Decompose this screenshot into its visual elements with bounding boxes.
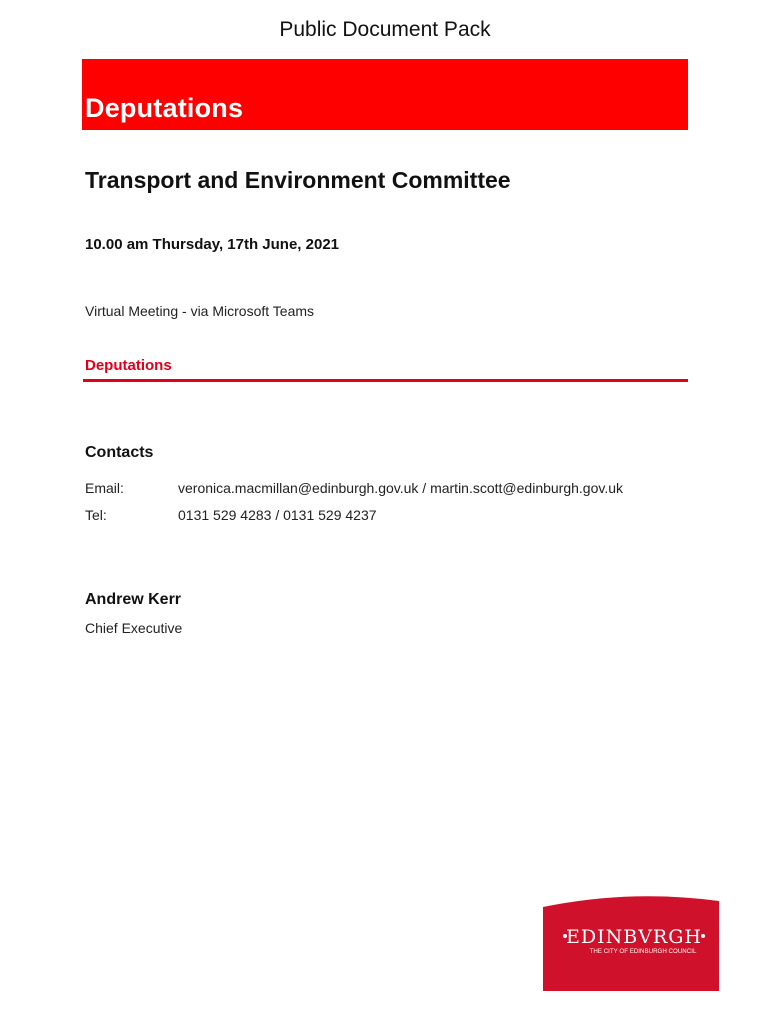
title-banner bbox=[82, 59, 688, 130]
email-value[interactable]: veronica.macmillan@edinburgh.gov.uk / martin.scott@edinburgh.gov.uk bbox=[178, 480, 624, 496]
email-label: Email: bbox=[85, 480, 124, 496]
section-divider bbox=[83, 379, 688, 382]
tel-value: 0131 529 4283 / 0131 529 4237 bbox=[178, 507, 377, 523]
edinburgh-council-logo bbox=[543, 895, 719, 991]
meeting-datetime: 10.00 am Thursday, 17th June, 2021 bbox=[85, 236, 340, 253]
public-document-pack-label: Public Document Pack bbox=[279, 18, 491, 41]
section-heading-deputations: Deputations bbox=[85, 357, 172, 374]
meeting-venue: Virtual Meeting - via Microsoft Teams bbox=[85, 303, 315, 319]
logo-subtitle: THE CITY OF EDINBURGH COUNCIL bbox=[589, 948, 697, 955]
signatory-role: Chief Executive bbox=[85, 620, 183, 636]
contacts-heading: Contacts bbox=[85, 444, 154, 461]
signatory-name: Andrew Kerr bbox=[85, 591, 182, 608]
logo-wordmark: EDINBVRGH bbox=[566, 926, 702, 948]
banner-title: Deputations bbox=[85, 93, 244, 123]
committee-name: Transport and Environment Committee bbox=[85, 167, 511, 193]
tel-label: Tel: bbox=[85, 507, 107, 523]
